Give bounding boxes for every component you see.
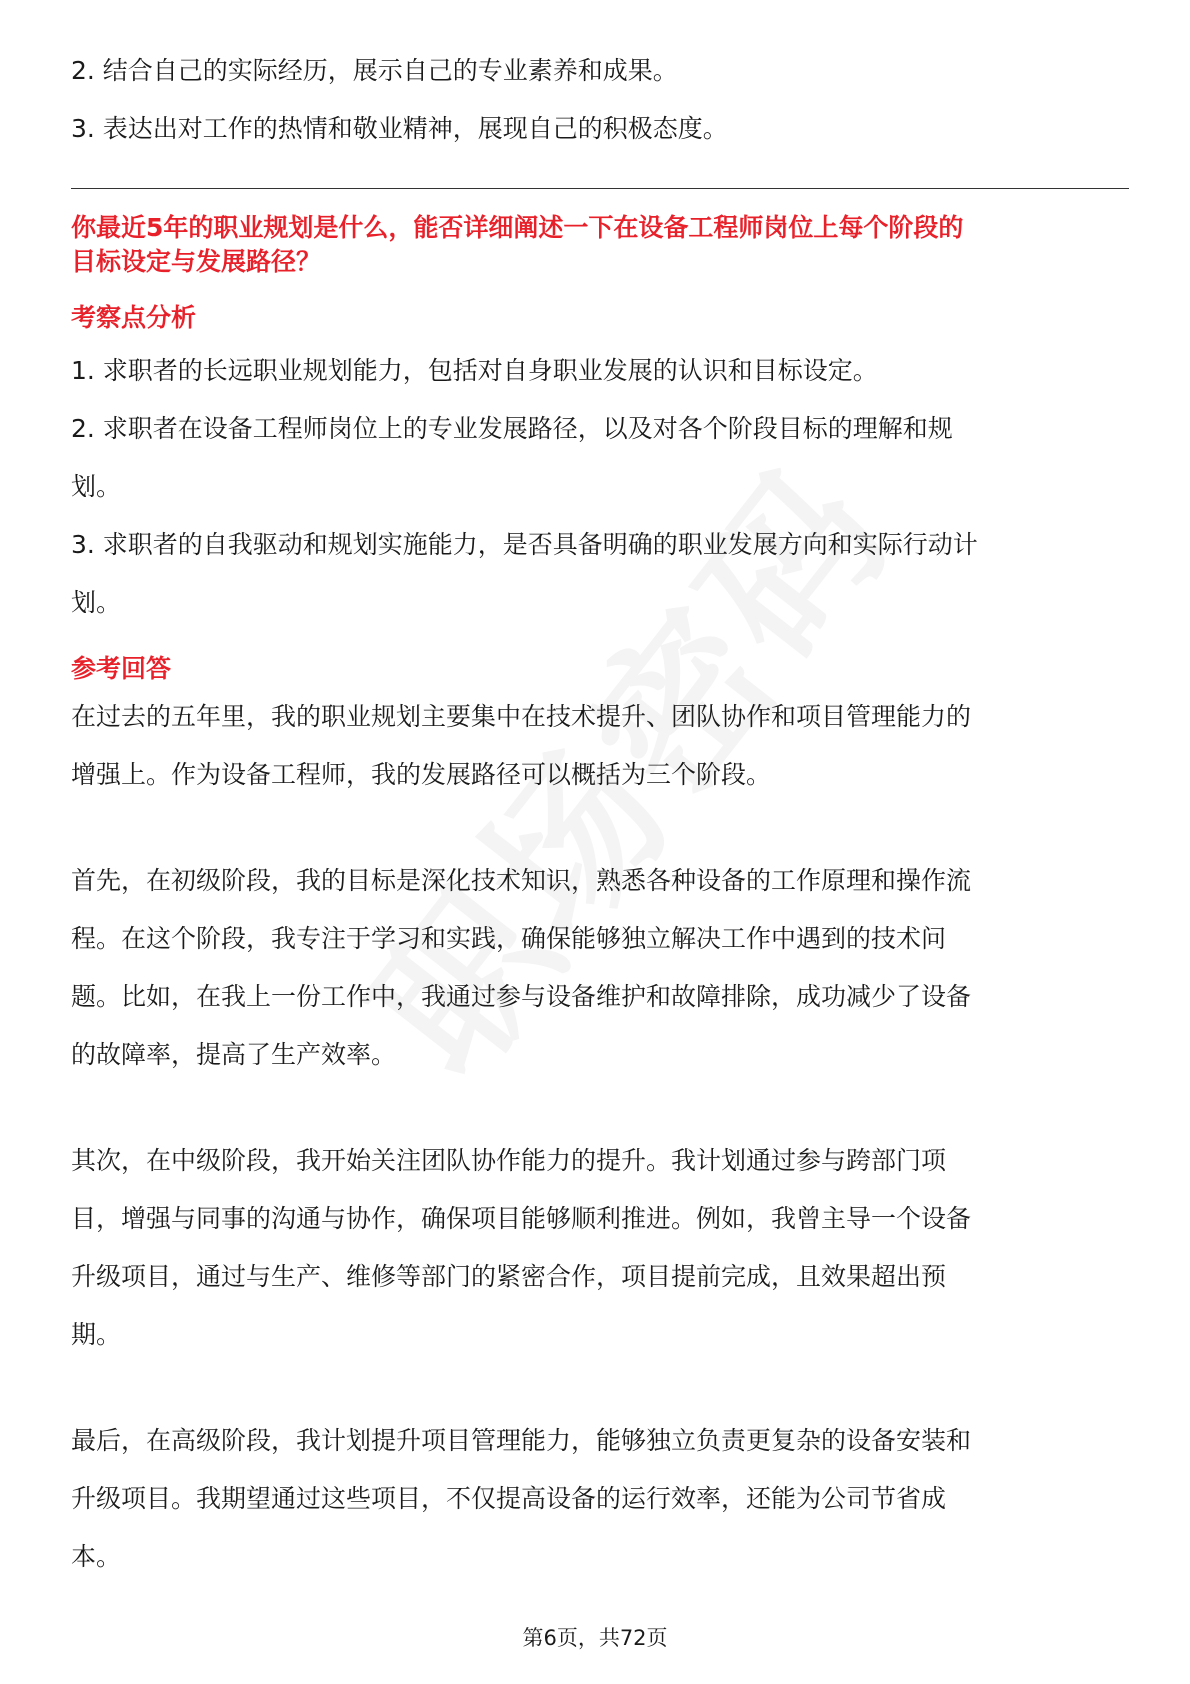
question-heading — [71, 211, 1129, 279]
analysis-list — [71, 342, 1129, 632]
analysis-title: 考察点分析 — [71, 303, 197, 332]
paragraph-gap — [71, 804, 1129, 852]
answer-paragraph — [71, 688, 1129, 804]
page-number: 第6页，共72页 — [522, 1626, 668, 1650]
answer-line: 首先，在初级阶段，我的目标是深化技术知识，熟悉各种设备的工作原理和操作流 — [71, 866, 972, 895]
answer-paragraph — [71, 1412, 1129, 1586]
question-line: 你最近5年的职业规划是什么，能否详细阐述一下在设备工程师岗位上每个阶段的 — [71, 213, 964, 242]
paragraph-gap — [71, 1084, 1129, 1132]
analysis-line: 3. 求职者的自我驱动和规划实施能力，是否具备明确的职业发展方向和实际行动计 — [71, 530, 978, 559]
page-content — [71, 42, 1129, 1586]
answer-line: 增强上。作为设备工程师，我的发展路径可以概括为三个阶段。 — [71, 760, 772, 789]
answer-line: 期。 — [71, 1320, 122, 1349]
answer-line: 升级项目。我期望通过这些项目，不仅提高设备的运行效率，还能为公司节省成 — [71, 1484, 947, 1513]
list-item: 2. 结合自己的实际经历，展示自己的专业素养和成果。 — [71, 56, 678, 85]
answer-title: 参考回答 — [71, 654, 172, 683]
analysis-line: 划。 — [71, 472, 122, 501]
analysis-line: 1. 求职者的长远职业规划能力，包括对自身职业发展的认识和目标设定。 — [71, 356, 878, 385]
question-line: 目标设定与发展路径？ — [71, 247, 322, 276]
answer-line: 的故障率，提高了生产效率。 — [71, 1040, 397, 1069]
answer-line: 升级项目，通过与生产、维修等部门的紧密合作，项目提前完成，且效果超出预 — [71, 1262, 947, 1291]
paragraph-gap — [71, 1364, 1129, 1412]
analysis-line: 2. 求职者在设备工程师岗位上的专业发展路径，以及对各个阶段目标的理解和规 — [71, 414, 953, 443]
answer-paragraph — [71, 852, 1129, 1084]
answer-line: 目，增强与同事的沟通与协作，确保项目能够顺利推进。例如，我曾主导一个设备 — [71, 1204, 972, 1233]
answer-line: 程。在这个阶段，我专注于学习和实践，确保能够独立解决工作中遇到的技术问 — [71, 924, 947, 953]
answer-line: 题。比如，在我上一份工作中，我通过参与设备维护和故障排除，成功减少了设备 — [71, 982, 972, 1011]
answer-line: 在过去的五年里，我的职业规划主要集中在技术提升、团队协作和项目管理能力的 — [71, 702, 972, 731]
answer-line: 其次，在中级阶段，我开始关注团队协作能力的提升。我计划通过参与跨部门项 — [71, 1146, 947, 1175]
answer-line: 最后，在高级阶段，我计划提升项目管理能力，能够独立负责更复杂的设备安装和 — [71, 1426, 972, 1455]
answer-paragraph — [71, 1132, 1129, 1364]
analysis-line: 划。 — [71, 588, 122, 617]
answer-line: 本。 — [71, 1542, 122, 1571]
list-item: 3. 表达出对工作的热情和敬业精神，展现自己的积极态度。 — [71, 114, 728, 143]
divider — [71, 188, 1129, 189]
